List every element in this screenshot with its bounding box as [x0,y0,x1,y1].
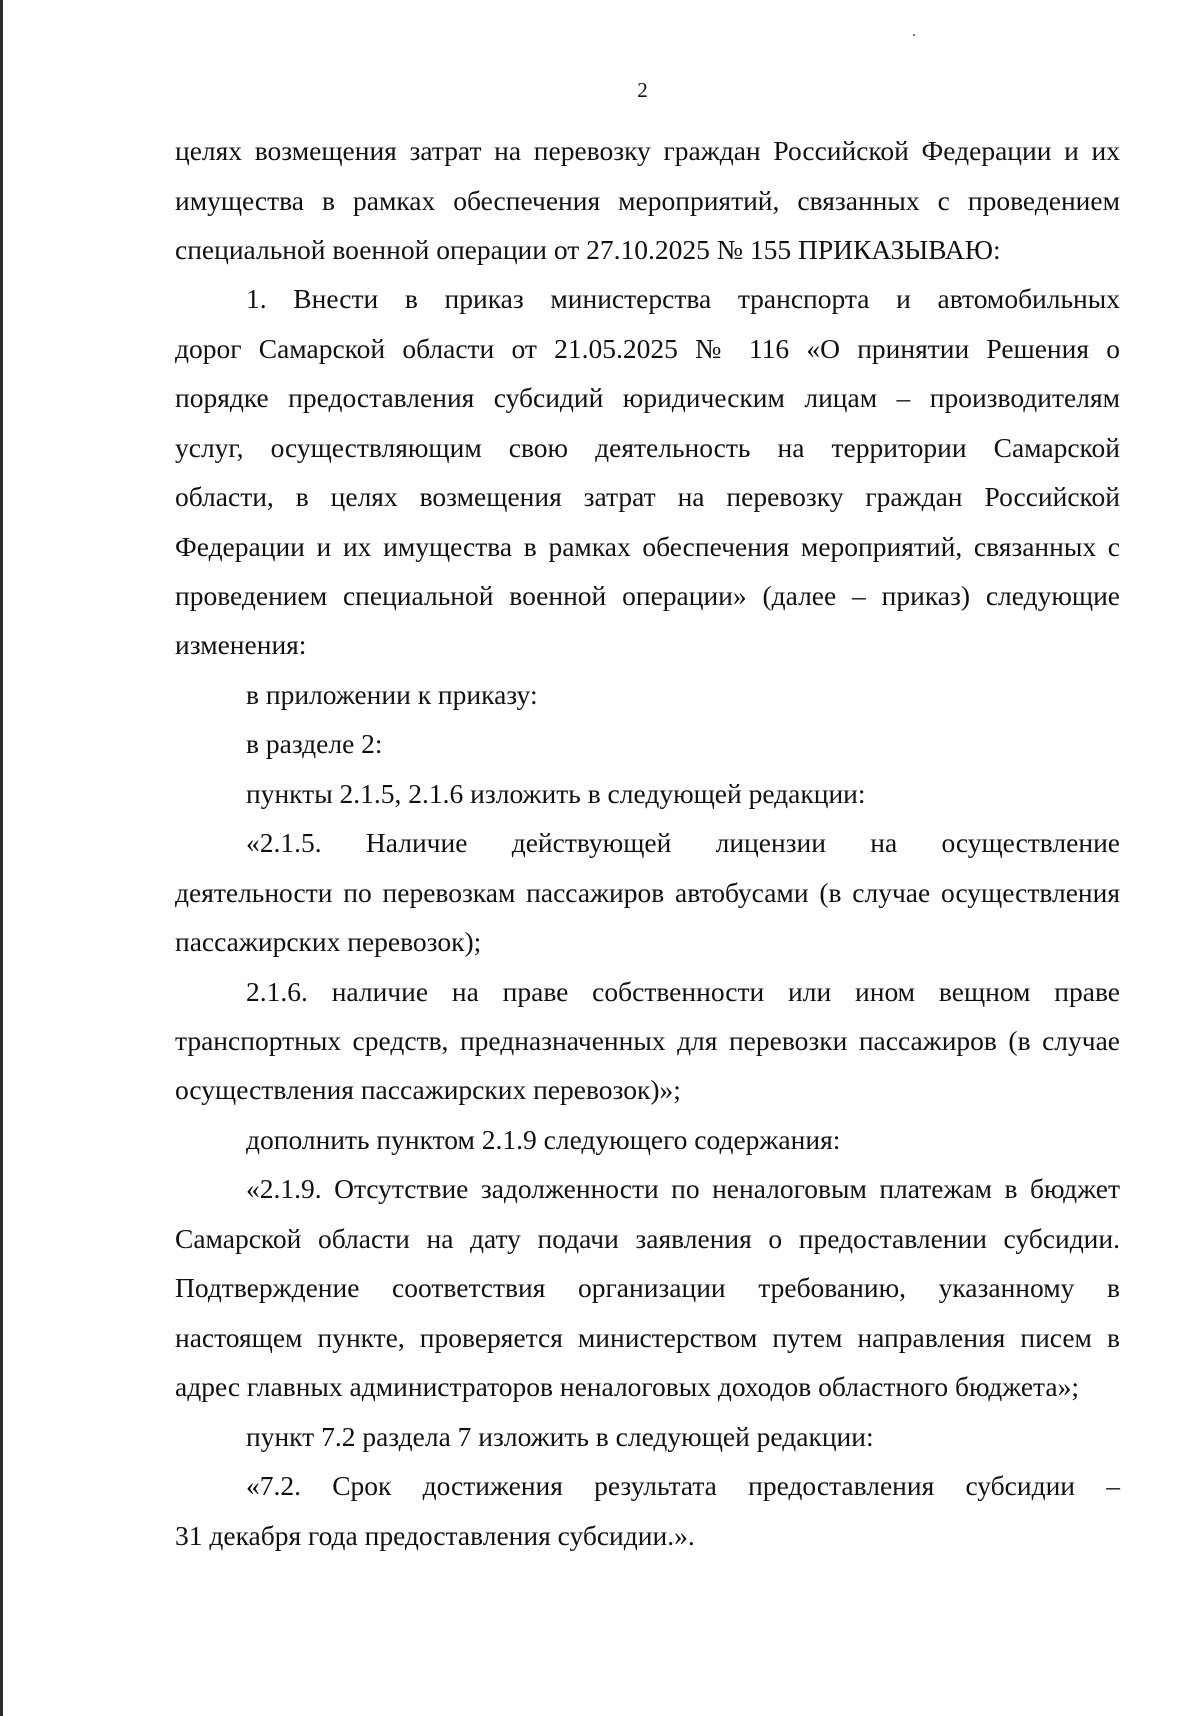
text-line: деятельности по перевозкам пассажиров автобусами (в случае осуществления [175,877,1120,908]
text-line: осуществления пассажирских перевозок)»; [175,1074,681,1105]
text-line: дорог Самарской области от 21.05.2025 № 116 «О принятии Решения о [175,333,1120,364]
text-line: настоящем пункте, проверяется министерством путем направления писем в [175,1322,1120,1353]
text-line: пассажирских перевозок); [175,926,482,957]
page-number: 2 [637,78,648,102]
text-line: 2.1.6. наличие на праве собственности или ином вещном праве [246,976,1120,1007]
text-line: Самарской области на дату подачи заявления о предоставлении субсидии. [175,1223,1120,1254]
text-line: области, в целях возмещения затрат на перевозку граждан Российской [175,481,1120,512]
text-line: дополнить пунктом 2.1.9 следующего содержания: [246,1124,841,1155]
text-line: в разделе 2: [246,728,383,759]
text-line: имущества в рамках обеспечения мероприятий, связанных с проведением [175,185,1120,216]
text-line: адрес главных администраторов неналоговых доходов областного бюджета»; [175,1371,1079,1402]
text-line: «2.1.5. Наличие действующей лицензии на осуществление [246,827,1120,858]
text-line: целях возмещения затрат на перевозку граждан Российской Федерации и их [175,135,1120,166]
text-line: пункт 7.2 раздела 7 изложить в следующей редакции: [246,1421,874,1452]
text-line: «7.2. Срок достижения результата предоставления субсидии – [246,1470,1120,1501]
text-line: порядке предоставления субсидий юридическим лицам – производителям [175,382,1120,413]
text-line: в приложении к приказу: [246,679,538,710]
text-line: пункты 2.1.5, 2.1.6 изложить в следующей редакции: [246,778,866,809]
scan-edge [0,0,3,1716]
text-line: специальной военной операции от 27.10.2025 № 155 ПРИКАЗЫВАЮ: [175,234,1001,265]
text-line: услуг, осуществляющим свою деятельность на территории Самарской [175,432,1120,463]
text-line: транспортных средств, предназначенных для перевозки пассажиров (в случае [175,1025,1120,1056]
text-line: «2.1.9. Отсутствие задолженности по неналоговым платежам в бюджет [246,1173,1120,1204]
text-line: Федерации и их имущества в рамках обеспечения мероприятий, связанных с [175,531,1120,562]
text-line: проведением специальной военной операции» (далее – приказ) следующие [175,580,1120,611]
text-line: Подтверждение соответствия организации требованию, указанному в [175,1272,1120,1303]
text-line: 1. Внести в приказ министерства транспорта и автомобильных [246,283,1120,314]
text-line: 31 декабря года предоставления субсидии.». [175,1520,695,1551]
text-line: изменения: [175,629,307,660]
scan-speck [913,34,915,36]
